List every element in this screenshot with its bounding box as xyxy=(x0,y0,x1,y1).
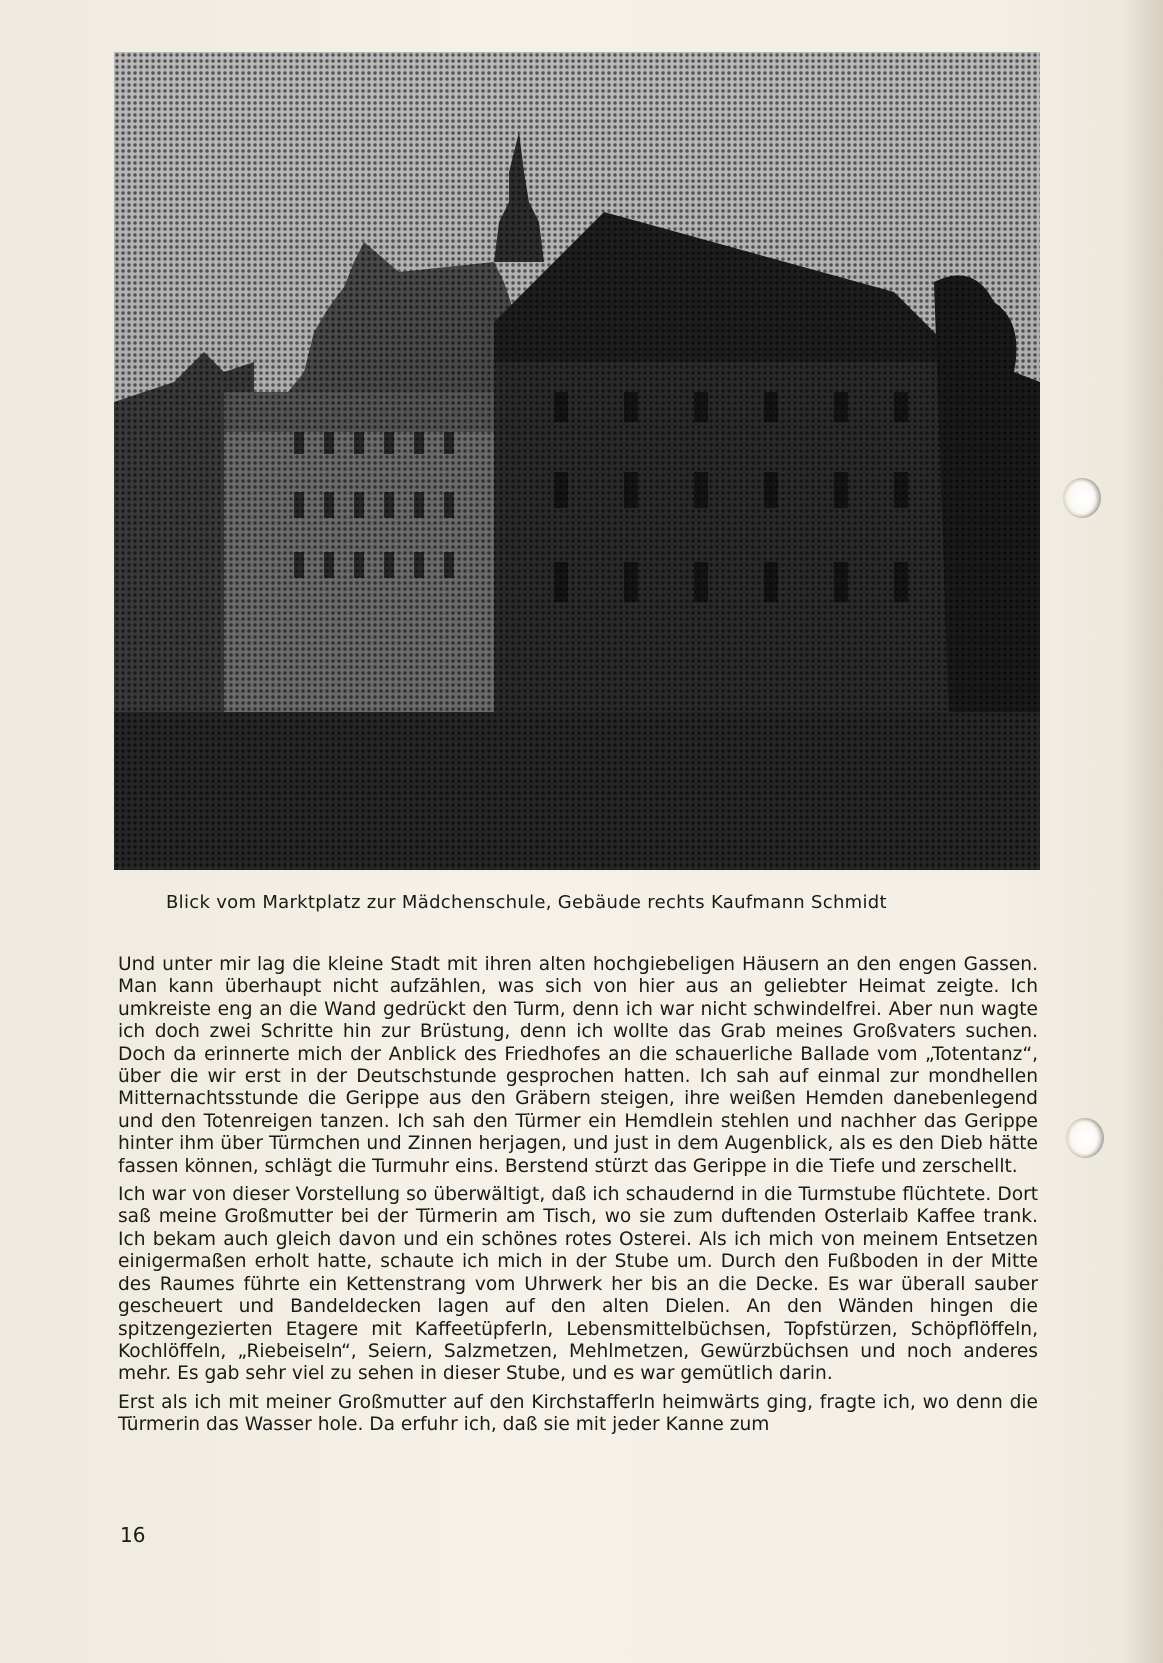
punch-hole-bottom xyxy=(1066,1118,1104,1158)
paragraph: Ich war von dieser Vorstellung so überwältigt, daß ich schaudernd in die Turmstube flüchtete. Dort saß meine Großmutter bei der Türmerin am Tisch, wo sie zum duftenden Osterlaib Kaffee trank. Ich bekam auch gleich davon und ein schönes rotes Osterei. Als ich mich von meinem Entsetzen einigermaßen erholt hatte, schaute ich mich in der Stube um. Durch den Fußboden in der Mitte des Raumes führte ein Kettenstrang vom Uhrwerk her bis an die Decke. Es war überall sauber gescheuert und Bandeldecken lagen auf den alten Dielen. An den Wänden hingen die spitzengezierten Etagere mit Kaffeetüpferln, Lebensmittelbüchsen, Topfstürzen, Schöpflöffeln, Kochlöffeln, „Riebeiseln“, Seiern, Salzmetzen, Mehlmetzen, Gewürzbüchsen und noch anderes mehr. Es gab sehr viel zu sehen in dieser Stube, und es war gemütlich darin. xyxy=(118,1184,1038,1385)
photo-caption: Blick vom Marktplatz zur Mädchenschule, Gebäude rechts Kaufmann Schmidt xyxy=(166,892,887,913)
body-text xyxy=(118,954,1038,1443)
halftone-photo-school-building xyxy=(114,52,1040,870)
page-edge-shadow xyxy=(1123,0,1163,1663)
paragraph: Erst als ich mit meiner Großmutter auf den Kirchstafferln heimwärts ging, fragte ich, wo denn die Türmerin das Wasser hole. Da erfuhr ich, daß sie mit jeder Kanne zum xyxy=(118,1391,1038,1436)
paragraph: Und unter mir lag die kleine Stadt mit ihren alten hochgiebeligen Häusern an den engen Gassen. Man kann überhaupt nicht aufzählen, was sich von hier aus an geliebter Heimat zeigte. Ich umkreiste eng an die Wand gedrückt den Turm, denn ich war nicht schwindelfrei. Aber nun wagte ich doch zwei Schritte hin zur Brüstung, denn ich wollte das Grab meines Großvaters suchen. Doch da erinnerte mich der Anblick des Friedhofes an die schauerliche Ballade vom „Totentanz“, über die wir erst in der Deutschstunde gesprochen hatten. Ich sah auf einmal zur mondhellen Mitternachtsstunde die Gerippe aus den Gräbern steigen, ihre weißen Hemden danebenlegend und den Totenreigen tanzen. Ich sah den Türmer ein Hemdlein stehlen und nachher das Gerippe hinter ihm über Türmchen und Zinnen herjagen, und just in dem Augenblick, als es den Dieb hätte fassen können, schlägt die Turmuhr eins. Berstend stürzt das Gerippe in die Tiefe und zerschellt. xyxy=(118,954,1038,1177)
punch-hole-top xyxy=(1063,478,1101,518)
page-number: 16 xyxy=(120,1523,146,1547)
